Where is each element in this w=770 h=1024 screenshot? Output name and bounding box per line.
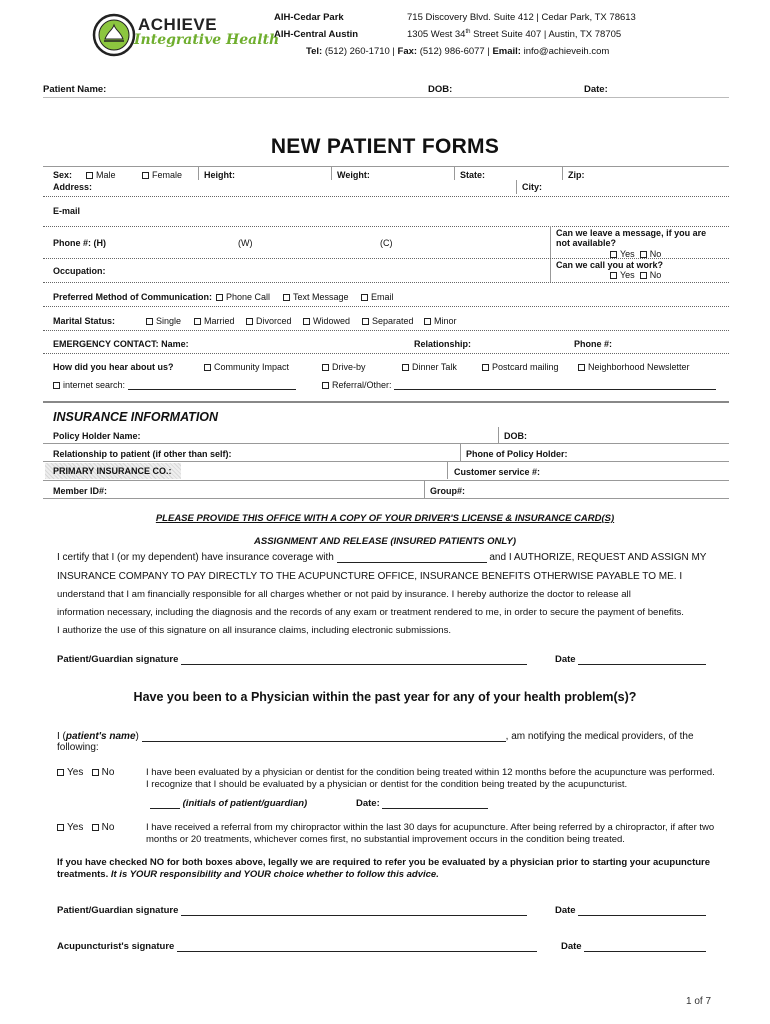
assignment-line-2: INSURANCE COMPANY TO PAY DIRECTLY TO THE ACUPUNCTURE OFFICE, INSURANCE BENEFITS OTHERWISE PAYABLE TO ME. I xyxy=(57,571,683,582)
widowed-checkbox[interactable] xyxy=(303,318,310,325)
address-label: Address: xyxy=(53,182,93,192)
patient-dob-label: DOB: xyxy=(428,84,453,95)
assignment-line-5: I authorize the use of this signature on all insurance claims, including electronic submissions. xyxy=(57,625,452,636)
female-checkbox[interactable] xyxy=(142,172,149,179)
clinic-logo xyxy=(92,13,280,57)
q1-yes-no: Yes No xyxy=(57,767,114,778)
form-title: NEW PATIENT FORMS xyxy=(270,135,500,158)
assignment-signature-field[interactable] xyxy=(181,655,527,665)
q1-text: I have been evaluated by a physician or dentist for the condition being treated within 12 months before the acupuncture was performed. I recognize that I should be evaluated by a physician or dentist for the condition being treated by the acupuncturist. xyxy=(146,767,715,790)
location-2-name: AIH-Central Austin xyxy=(274,29,359,40)
widowed-option[interactable]: Widowed xyxy=(303,316,350,326)
insurance-company-field[interactable] xyxy=(337,553,487,563)
assignment-line-3: understand that I am financially responsible for all charges whether or not paid by insurance. I hereby authorize the doctor to release all xyxy=(57,589,631,600)
phone-work-label: (W) xyxy=(238,238,253,248)
location-1-name: AIH-Cedar Park xyxy=(274,12,344,23)
patient-name-field[interactable] xyxy=(142,732,506,742)
male-checkbox[interactable] xyxy=(86,172,93,179)
q1-yes-checkbox[interactable] xyxy=(57,769,64,776)
contact-line: Tel: (512) 260-1710 | Fax: (512) 986-6077 | Email: info@achieveih.com xyxy=(306,46,610,57)
email-label: E-mail xyxy=(53,206,81,216)
acupuncturist-signature: Acupuncturist's signature xyxy=(57,941,537,952)
postcard-checkbox[interactable] xyxy=(482,364,489,371)
assignment-line-4: information necessary, including the diagnosis and the records of any exam or treatment rendered to me, in order to secure the payment of benefits. xyxy=(57,607,684,618)
referral-checkbox[interactable] xyxy=(322,382,329,389)
occupation-label: Occupation: xyxy=(53,266,106,276)
location-1-address: 715 Discovery Blvd. Suite 412 | Cedar Park, TX 78613 xyxy=(407,12,636,23)
q2-yes-no: Yes No xyxy=(57,822,114,833)
referral-option[interactable]: Referral/Other: xyxy=(322,380,716,390)
marital-label: Marital Status: xyxy=(53,316,116,326)
logo-word: ACHIEVE xyxy=(138,15,218,34)
page-number: 1 of 7 xyxy=(686,996,712,1007)
pref-comm-label: Preferred Method of Communication: xyxy=(53,292,213,302)
physician-patient-signature: Patient/Guardian signature xyxy=(57,905,527,916)
newsletter-option[interactable]: Neighborhood Newsletter xyxy=(578,362,690,372)
acupuncturist-date: Date xyxy=(561,941,706,952)
leave-message-question: Can we leave a message, if you are not available? xyxy=(556,228,707,248)
internet-search-option[interactable]: internet search: xyxy=(53,380,296,390)
assignment-heading: ASSIGNMENT AND RELEASE (INSURED PATIENTS ONLY) xyxy=(254,536,516,547)
patient-name-label: Patient Name: xyxy=(43,84,107,95)
male-option[interactable]: Male xyxy=(86,170,116,180)
phone-cell-label: (C) xyxy=(380,238,393,248)
single-option[interactable]: Single xyxy=(146,316,181,326)
q2-yes-checkbox[interactable] xyxy=(57,824,64,831)
assignment-line-1: I certify that I (or my dependent) have insurance coverage with and I AUTHORIZE, REQUEST AND ASSIGN MY xyxy=(57,552,707,563)
physician-patient-date-field[interactable] xyxy=(578,906,706,916)
policy-holder-label: Policy Holder Name: xyxy=(53,431,141,441)
community-impact-option[interactable]: Community Impact xyxy=(204,362,289,372)
sex-label: Sex: xyxy=(53,170,73,180)
acupuncturist-signature-field[interactable] xyxy=(177,942,537,952)
driveby-option[interactable]: Drive-by xyxy=(322,362,366,372)
message-yes-checkbox[interactable] xyxy=(610,251,617,258)
hear-about-label: How did you hear about us? xyxy=(53,362,174,372)
q1-no-checkbox[interactable] xyxy=(92,769,99,776)
email-checkbox[interactable] xyxy=(361,294,368,301)
community-impact-checkbox[interactable] xyxy=(204,364,211,371)
married-option[interactable]: Married xyxy=(194,316,235,326)
patient-notice-line: I (patient's name) , am notifying the medical providers, of the xyxy=(57,731,694,742)
single-checkbox[interactable] xyxy=(146,318,153,325)
physician-heading: Have you been to a Physician within the past year for any of your health problem(s)? xyxy=(133,690,637,704)
assignment-date-field[interactable] xyxy=(578,655,706,665)
email-option[interactable]: Email xyxy=(361,292,394,302)
policy-holder-phone-label: Phone of Policy Holder: xyxy=(466,449,568,459)
physician-warning: If you have checked NO for both boxes above, legally we are required to refer you be evaluated by a physician prior to starting your acupuncture treatments. It is YOUR responsibility and YOUR choice whether to follow this advice. xyxy=(57,857,711,880)
driveby-checkbox[interactable] xyxy=(322,364,329,371)
emergency-phone-label: Phone #: xyxy=(574,339,613,349)
separated-checkbox[interactable] xyxy=(362,318,369,325)
separated-option[interactable]: Separated xyxy=(362,316,414,326)
dinner-talk-checkbox[interactable] xyxy=(402,364,409,371)
minor-option[interactable]: Minor xyxy=(424,316,457,326)
license-notice: PLEASE PROVIDE THIS OFFICE WITH A COPY OF YOUR DRIVER'S LICENSE & INSURANCE CARD(S) xyxy=(155,513,615,524)
q1-initials: (initials of patient/guardian) xyxy=(150,798,307,809)
physician-patient-signature-field[interactable] xyxy=(181,906,527,916)
newsletter-checkbox[interactable] xyxy=(578,364,585,371)
female-option[interactable]: Female xyxy=(142,170,182,180)
minor-checkbox[interactable] xyxy=(424,318,431,325)
q1-date: Date: xyxy=(356,798,488,809)
group-label: Group#: xyxy=(430,486,465,496)
insurance-heading: INSURANCE INFORMATION xyxy=(53,410,219,424)
acupuncturist-date-field[interactable] xyxy=(584,942,706,952)
work-no-checkbox[interactable] xyxy=(640,272,647,279)
following-label: following: xyxy=(57,742,99,753)
dinner-talk-option[interactable]: Dinner Talk xyxy=(402,362,457,372)
work-yes-no: Yes No xyxy=(610,270,661,280)
emergency-contact-label: EMERGENCY CONTACT: Name: xyxy=(53,339,189,349)
assignment-signature: Patient/Guardian signature xyxy=(57,654,527,665)
assignment-date: Date xyxy=(555,654,706,665)
patient-bar-line xyxy=(43,97,729,98)
physician-patient-date: Date xyxy=(555,905,706,916)
relationship-to-patient-label: Relationship to patient (if other than self): xyxy=(53,449,232,459)
phone-call-option[interactable]: Phone Call xyxy=(216,292,270,302)
weight-label: Weight: xyxy=(337,170,370,180)
zip-label: Zip: xyxy=(568,170,585,180)
call-at-work-question: Can we call you at work? xyxy=(556,260,664,270)
city-label: City: xyxy=(522,182,542,192)
emergency-relationship-label: Relationship: xyxy=(414,339,472,349)
policy-holder-dob-label: DOB: xyxy=(504,431,527,441)
married-checkbox[interactable] xyxy=(194,318,201,325)
text-message-checkbox[interactable] xyxy=(283,294,290,301)
logo-tagline: Integrative Health xyxy=(134,32,280,48)
work-yes-checkbox[interactable] xyxy=(610,272,617,279)
height-label: Height: xyxy=(204,170,235,180)
location-2-address: 1305 West 34th Street Suite 407 | Austin, TX 78705 xyxy=(407,29,622,41)
text-message-option[interactable]: Text Message xyxy=(283,292,349,302)
internet-search-field[interactable] xyxy=(128,380,296,390)
divorced-option[interactable]: Divorced xyxy=(246,316,292,326)
state-label: State: xyxy=(460,170,486,180)
postcard-option[interactable]: Postcard mailing xyxy=(482,362,559,372)
lotus-logo-icon xyxy=(92,13,136,57)
phone-call-checkbox[interactable] xyxy=(216,294,223,301)
internet-search-checkbox[interactable] xyxy=(53,382,60,389)
member-id-label: Member ID#: xyxy=(53,486,108,496)
q2-text: I have received a referral from my chiropractor within the last 30 days for acupuncture. After being referred by a chiropractor, if after two months or 20 treatments, whichever comes first, no substantial improvement occurs in the condition being treated. xyxy=(146,822,715,845)
patient-date-label: Date: xyxy=(584,84,608,95)
phone-home-label: Phone #: (H) xyxy=(53,238,106,248)
message-yes-no: Yes No xyxy=(610,249,661,259)
referral-field[interactable] xyxy=(394,380,716,390)
primary-insurance-label: PRIMARY INSURANCE CO.: xyxy=(45,463,181,479)
message-no-checkbox[interactable] xyxy=(640,251,647,258)
divorced-checkbox[interactable] xyxy=(246,318,253,325)
q1-initials-field[interactable] xyxy=(150,799,180,809)
customer-service-label: Customer service #: xyxy=(454,467,541,477)
q2-no-checkbox[interactable] xyxy=(92,824,99,831)
q1-date-field[interactable] xyxy=(382,799,488,809)
